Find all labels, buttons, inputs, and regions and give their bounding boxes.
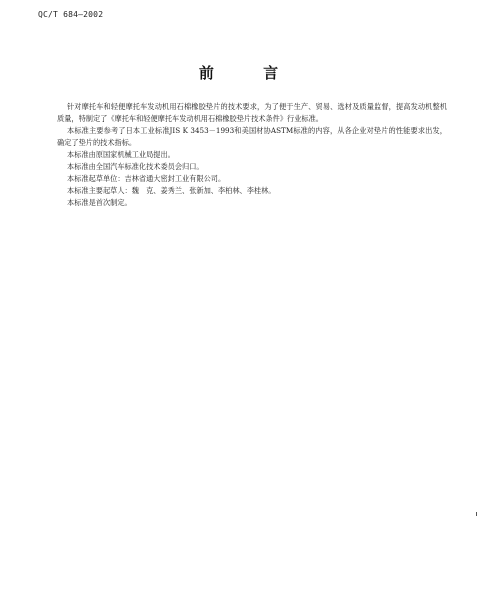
- paragraph-first-edition: 本标准是首次制定。: [67, 198, 132, 207]
- paragraph-purpose: 针对摩托车和轻便摩托车发动机用石棉橡胶垫片的技术要求，为了便于生产、贸易、选材及质量监督，提高发动机整机质量，特制定了《摩托车和轻便摩托车发动机用石棉橡胶垫片技术条件》行业标准。: [57, 102, 447, 123]
- scan-artifact-mark: [476, 512, 477, 516]
- foreword-body: [57, 101, 447, 209]
- paragraph-references: 本标准主要参考了日本工业标准JIS K 3453－1993和美国材协ASTM标准的内容，从各企业对垫片的性能要求出发，确定了垫片的技术指标。: [57, 126, 447, 147]
- paragraph-drafting-unit: 本标准起草单位：吉林省通大密封工业有限公司。: [67, 174, 226, 183]
- standard-code: QC/T 684—2002: [38, 10, 104, 19]
- paragraph-drafters: 本标准主要起草人：魏 克、姜秀兰、张新加、李柏林、李桂林。: [67, 186, 276, 195]
- paragraph-centralized: 本标准由全国汽车标准化技术委员会归口。: [67, 162, 204, 171]
- page-title: 前 言: [198, 64, 301, 82]
- paragraph-proposer: 本标准由原国家机械工业局提出。: [67, 150, 175, 159]
